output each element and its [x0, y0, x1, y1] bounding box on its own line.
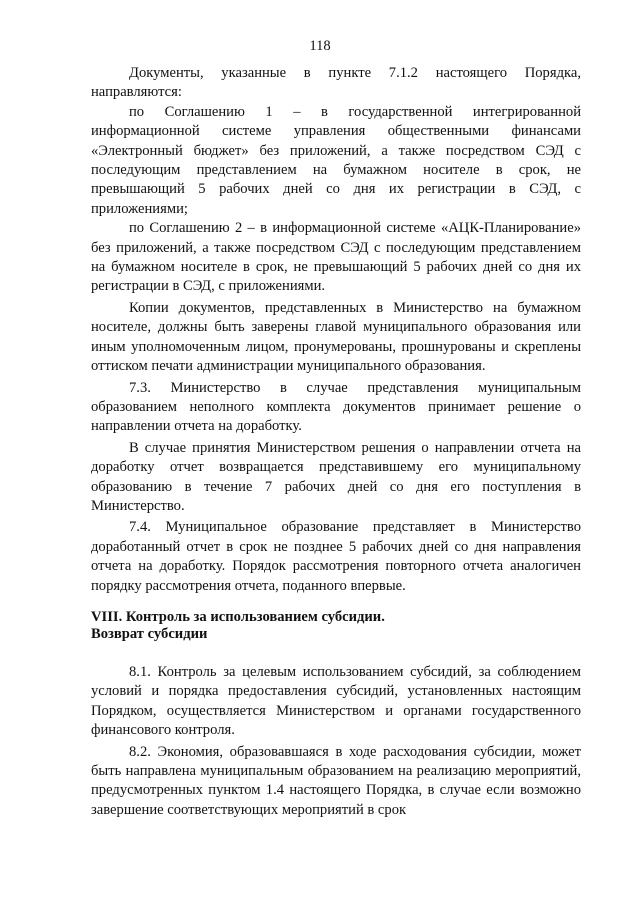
- paragraph: Документы, указанные в пункте 7.1.2 настоящего Порядка, направляются:: [91, 65, 581, 101]
- document-body: [91, 64, 581, 820]
- paragraph: Копии документов, представленных в Министерство на бумажном носителе, должны быть заверены главой муниципального образования или иным уполномоченным лицом, пронумерованы, прошнурованы и скреплены оттиском печати администрации муниципального образования.: [91, 299, 581, 375]
- paragraph: по Соглашению 2 – в информационной системе «АЦК-Планирование» без приложений, а также посредством СЭД с последующим представлением на бумажном носителе в срок, не превышающий 5 рабочих дней со дня их регистрации в СЭД, с приложениями.: [91, 220, 581, 295]
- paragraph: 7.3. Министерство в случае представления муниципальным образованием неполного комплекта документов принимает решение о направлении отчета на доработку.: [91, 379, 581, 435]
- page-number: 118: [309, 38, 331, 54]
- paragraph: 8.2. Экономия, образовавшаяся в ходе расходования субсидии, может быть направлена муниципальным образованием на реализацию мероприятий, предусмотренных пунктом 1.4 настоящего Порядка, в случае если возможно завершение соответствующих мероприятий в срок: [91, 743, 581, 818]
- section-heading-line: VIII. Контроль за использованием субсидии.: [91, 608, 385, 625]
- paragraph: 7.4. Муниципальное образование представляет в Министерство доработанный отчет в срок не позднее 5 рабочих дней со дня направления отчета на доработку. Порядок рассмотрения повторного отчета аналогичен порядку рассмотрения отчета, поданного впервые.: [91, 519, 581, 594]
- section-heading-line: Возврат субсидии: [91, 625, 208, 642]
- section-heading: [91, 609, 581, 643]
- paragraph: В случае принятия Министерством решения о направлении отчета на доработку отчет возвращается представившему его муниципальному образованию в течение 7 рабочих дней со дня его поступления в Министерство.: [91, 439, 581, 514]
- paragraph: по Соглашению 1 – в государственной интегрированной информационной системе управления общественными финансами «Электронный бюджет» без приложений, а также посредством СЭД с последующим представлением на бумажном носителе в срок, не превышающий 5 рабочих дней со дня их регистрации в СЭД, с приложениями;: [91, 103, 581, 217]
- paragraph: 8.1. Контроль за целевым использованием субсидий, за соблюдением условий и порядка предоставления субсидий, установленных настоящим Порядком, осуществляется Министерством и органами государственного финансового контроля.: [91, 663, 581, 739]
